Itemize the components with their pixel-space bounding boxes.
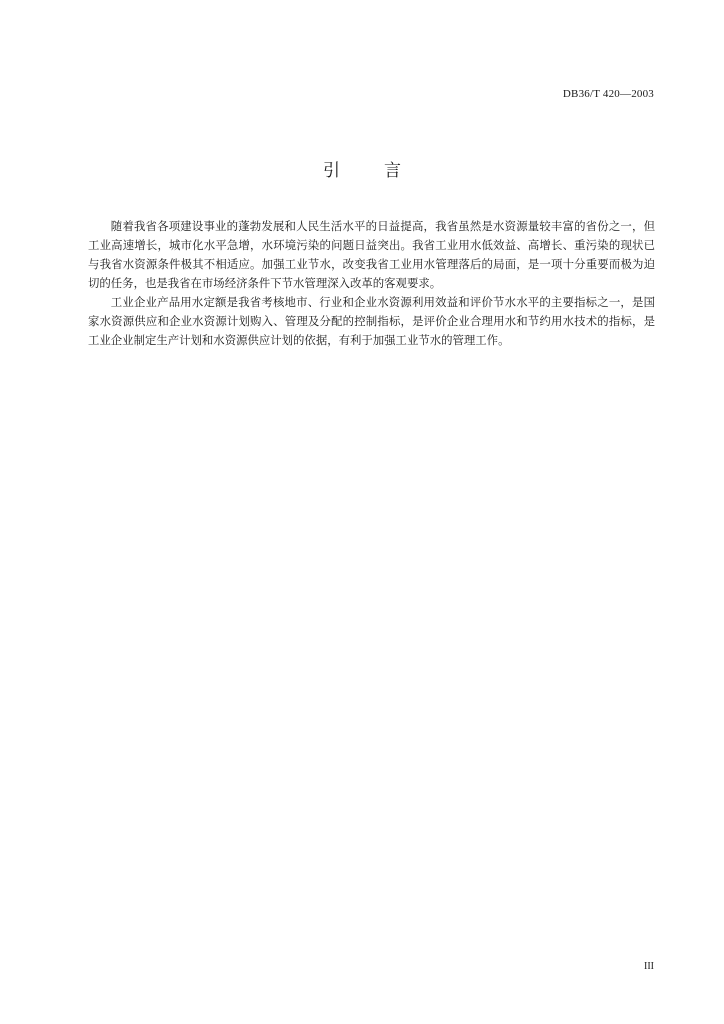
document-code: DB36/T 420—2003 xyxy=(562,88,654,100)
body-text xyxy=(88,217,655,350)
paragraph-1: 随着我省各项建设事业的蓬勃发展和人民生活水平的日益提高，我省虽然是水资源量较丰富的省份之一，但工业高速增长，城市化水平急增，水环境污染的问题日益突出。我省工业用水低效益、高增长、重污染的现状已与我省水资源条件极其不相适应。加强工业节水，改变我省工业用水管理落后的局面，是一项十分重要而极为迫切的任务，也是我省在市场经济条件下节水管理深入改革的客观要求。 xyxy=(88,219,655,290)
paragraph-2: 工业企业产品用水定额是我省考核地市、行业和企业水资源利用效益和评价节水水平的主要指标之一，是国家水资源供应和企业水资源计划购入、管理及分配的控制指标，是评价企业合理用水和节约用水技术的指标，是工业企业制定生产计划和水资源供应计划的依据，有利于加强工业节水的管理工作。 xyxy=(88,295,655,347)
page-number: III xyxy=(644,961,654,972)
section-title: 引言 xyxy=(323,161,445,181)
